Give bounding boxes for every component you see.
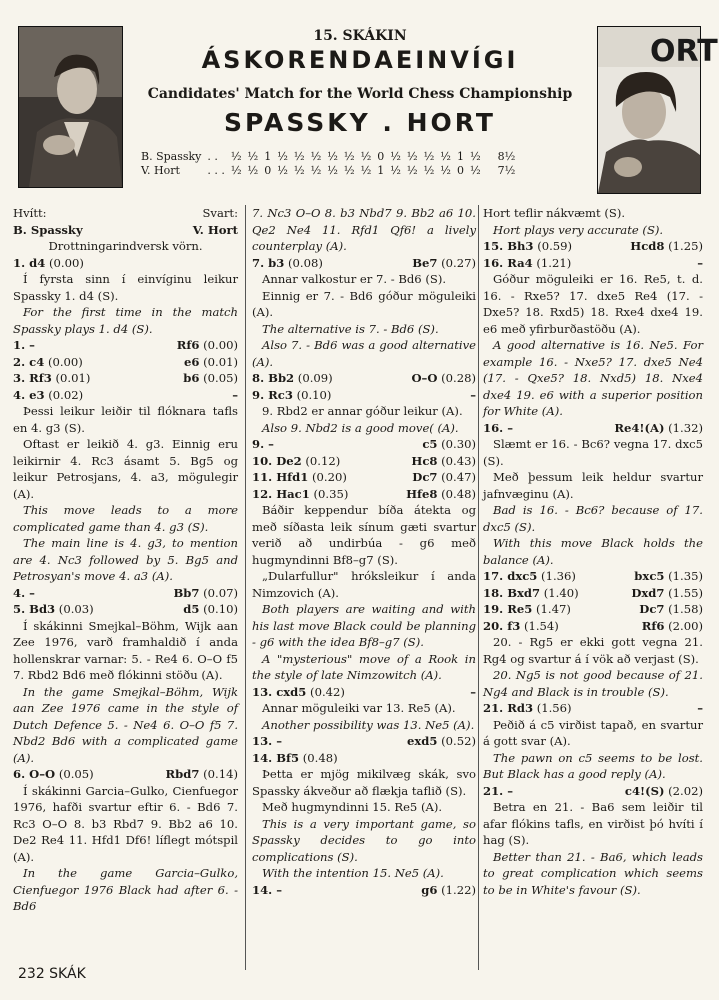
white-move: [252, 882, 282, 899]
black-move: [184, 354, 238, 371]
white-move: [13, 601, 94, 618]
move-time: (0.27): [437, 255, 476, 270]
move-text: Bb7: [173, 585, 200, 600]
black-move: [177, 337, 238, 354]
column-divider: [478, 205, 479, 970]
move-time: (1.25): [664, 239, 703, 253]
move-line: [483, 255, 703, 272]
black-move: [422, 436, 476, 453]
move-time: (0.03): [55, 602, 94, 616]
move-text: 20. f3: [483, 618, 521, 633]
move-text: 3. Rf3: [13, 371, 52, 385]
move-text: e6: [184, 354, 200, 369]
game-result: ½: [327, 164, 338, 177]
move-line: [13, 766, 238, 783]
move-time: (0.42): [306, 684, 345, 699]
move-text: 1. –: [13, 338, 35, 352]
white-move: [483, 618, 559, 635]
game-result: ½: [390, 150, 401, 163]
move-time: (0.28): [437, 371, 476, 385]
move-line: [483, 238, 703, 255]
move-time: (0.02): [44, 387, 84, 402]
move-text: 6. O–O: [13, 767, 56, 781]
move-text: exd5: [406, 734, 438, 748]
move-time: (1.32): [664, 420, 703, 435]
game-result: 1: [456, 150, 464, 163]
comment-english: This is a very important game, so Spassky decides to go into complications (S).: [252, 816, 476, 864]
white-move: [252, 733, 282, 750]
black-move: [406, 486, 476, 503]
move-text: 17. dxc5: [483, 569, 538, 583]
game-result: ½: [360, 164, 372, 177]
comment-english: Bad is 16. - Bc6? because of 17. dxc5 (S).: [483, 503, 703, 534]
leader-dots: . .: [207, 150, 218, 163]
black-move: [625, 783, 703, 800]
game-result: ½: [247, 150, 259, 163]
move-time: (0.59): [533, 239, 573, 253]
move-time: (1.40): [540, 585, 579, 600]
comment-icelandic: Í fyrsta sinn í einvíginu leikur Spassky 1. d4 (S).: [13, 272, 238, 303]
move-line: [483, 618, 703, 635]
move-time: (1.56): [533, 701, 572, 715]
move-line: [13, 255, 238, 272]
black-move: [183, 370, 238, 387]
game-result: ½: [440, 150, 451, 163]
game-result: 1: [264, 150, 272, 163]
move-text: Hcd8: [630, 239, 665, 253]
photo-hort: [597, 26, 718, 194]
comment-icelandic: Annar valkostur er 7. - Bd6 (S).: [262, 272, 447, 286]
move-text: b6: [183, 371, 200, 385]
score-row: [138, 164, 518, 178]
move-text: –: [470, 387, 476, 402]
comment-english: The pawn on c5 seems to be lost. But Black has a good reply (A).: [483, 750, 703, 781]
move-time: (2.02): [664, 783, 703, 798]
score-total: 7½: [497, 164, 516, 177]
move-text: 2. c4: [13, 354, 45, 369]
move-line: [252, 750, 476, 767]
move-line: [483, 585, 703, 602]
move-text: 14. Bf5: [252, 750, 300, 765]
comment-icelandic: Annar möguleiki var 13. Re5 (A).: [262, 701, 456, 715]
players-title: SPASSKY . HORT: [223, 108, 496, 137]
move-text: –: [470, 684, 476, 699]
black-move: [166, 766, 238, 783]
move-time: (0.43): [437, 453, 476, 468]
game-result: ½: [390, 164, 401, 177]
white-move: [483, 601, 571, 618]
move-time: (0.00): [44, 354, 83, 369]
move-text: Rbd7: [165, 767, 200, 781]
move-line: [13, 337, 238, 354]
move-time: (0.47): [437, 470, 476, 484]
comment-english: Better than 21. - Ba6, which leads to great complication which seems to be in White's favour (S).: [483, 849, 703, 897]
game-result: ½: [406, 150, 418, 163]
white-move: [252, 453, 340, 470]
game-result: ½: [277, 150, 288, 163]
white-move: [13, 354, 83, 371]
comment-english: The alternative is 7. - Bd6 (S).: [262, 321, 439, 336]
white-move: [13, 585, 35, 602]
move-time: (1.47): [532, 602, 571, 616]
game-result: ½: [310, 150, 322, 163]
move-line: [13, 387, 238, 404]
move-text: c4!(S): [624, 783, 665, 798]
move-text: O–O: [411, 371, 438, 385]
comment-english: For the first time in the match Spassky plays 1. d4 (S).: [13, 305, 238, 336]
move-text: Hc8: [411, 453, 438, 468]
white-move: [13, 337, 35, 354]
black-move: [630, 238, 703, 255]
player-name: V. Hort: [141, 164, 180, 177]
comment-icelandic: 20. - Rg5 er ekki gott vegna 21. Rg4 og svartur á í vök að verjast (S).: [483, 635, 703, 666]
move-time: (0.30): [437, 437, 476, 451]
move-text: Dc7: [639, 602, 665, 616]
move-time: (1.35): [664, 569, 703, 583]
move-line: [483, 601, 703, 618]
move-time: (2.00): [664, 618, 703, 633]
comment-english: Also 7. - Bd6 was a good alternative (A).: [252, 338, 476, 369]
move-time: (0.08): [284, 255, 323, 270]
black-move: [412, 469, 476, 486]
comment-icelandic: Með þessum leik heldur svartur jafnvæginu (A).: [483, 470, 703, 501]
move-line: [252, 486, 476, 503]
move-time: (0.05): [199, 371, 238, 385]
issue-title: 15. SKÁKIN: [313, 28, 407, 44]
score-total: 8½: [497, 150, 516, 163]
comment-icelandic: Betra en 21. - Ba6 sem leiðir til afar flókins tafls, en virðist þó hvíti í hag (S).: [483, 800, 703, 847]
move-line: [252, 255, 476, 272]
game-result: ½: [360, 150, 372, 163]
move-text: 16. Ra4: [483, 255, 533, 270]
move-text: 9. Rc3: [252, 387, 293, 402]
move-time: (0.07): [199, 585, 238, 600]
move-line: [483, 783, 703, 800]
move-time: (1.21): [532, 255, 572, 270]
move-text: –: [232, 387, 238, 402]
black-move: [470, 387, 476, 404]
move-text: Dc7: [412, 470, 438, 484]
move-text: Rf6: [176, 338, 200, 352]
title-english: Candidates' Match for the World Chess Championship: [147, 86, 573, 102]
comment-english: In the game Smejkal–Böhm, Wijk aan Zee 1976 came in the style of Dutch Defence 5. - Ne4 6. O–O f5 7. Nbd2 Bd6 with a complicated game (A).: [13, 684, 238, 765]
black-move: [470, 684, 476, 701]
move-line: [252, 684, 476, 701]
move-text: 7. b3: [252, 255, 285, 270]
column-1: [13, 205, 238, 915]
move-time: (0.00): [45, 255, 84, 270]
game-result: 0: [456, 164, 464, 177]
comment-icelandic: Góður möguleiki er 16. Re5, t. d. 16. - Rxe5? 17. dxe5 Re4 (17. - Dxe5? 18. Rxd5) 18. Rxe4 dxe4 19. e6 með yfirburðastöðu (A).: [483, 272, 703, 336]
black-move: [614, 420, 703, 437]
comment-english: 7. Nc3 O–O 8. b3 Nbd7 9. Bb2 a6 10. Qe2 Ne4 11. Rfd1 Qf6! a lively counterplay (A).: [252, 206, 476, 253]
white-move: [252, 486, 348, 503]
white-move: [252, 436, 274, 453]
game-result: ½: [469, 164, 481, 177]
move-time: (0.01): [51, 371, 91, 385]
black-label: V. Hort: [192, 222, 238, 237]
game-result: ½: [277, 164, 288, 177]
game-result: 0: [377, 150, 385, 163]
white-move: [483, 568, 576, 585]
move-line: [483, 700, 703, 717]
move-time: (0.52): [437, 734, 476, 748]
game-result: 0: [264, 164, 272, 177]
score-table: [138, 150, 518, 178]
black-move: [697, 255, 703, 272]
comment-english: Also 9. Nbd2 is a good move( (A).: [262, 420, 459, 435]
comment-english: This move leads to a more complicated game than 4. g3 (S).: [13, 503, 238, 534]
white-move: [483, 238, 572, 255]
comment-icelandic: Báðir keppendur bíða átekta og með síðasta leik sínum gæti svartur verið að undirbúa - g6 með hugmyndinni Bf8–g7 (S).: [252, 503, 476, 567]
white-move: [483, 700, 572, 717]
black-move: [697, 700, 703, 717]
black-move: [183, 601, 238, 618]
move-text: 13. cxd5: [252, 684, 307, 699]
move-line: [252, 453, 476, 470]
move-text: 18. Bxd7: [483, 585, 541, 600]
comment-icelandic: Í skákinni Smejkal–Böhm, Wijk aan Zee 1976, varð framhaldið í anda hollenskrar varnar: 5. - Re4 6. O–O f5 7. Rbd2 Bd6 með flókinni stöðu (A).: [13, 618, 238, 682]
move-text: Dxd7: [631, 585, 665, 600]
move-text: 9. –: [252, 437, 274, 451]
move-time: (0.09): [294, 371, 333, 385]
move-time: (0.48): [437, 486, 476, 501]
move-time: (0.20): [308, 470, 347, 484]
move-text: –: [697, 701, 703, 715]
opening-name: Drottningarindversk vörn.: [48, 239, 203, 253]
black-move: [407, 733, 476, 750]
black-move: [421, 882, 476, 899]
white-move: [252, 469, 347, 486]
white-label: B. Spassky: [13, 222, 83, 237]
move-time: (0.01): [199, 354, 238, 369]
move-text: d5: [183, 602, 200, 616]
score-row: [138, 150, 518, 164]
move-time: (1.58): [664, 602, 703, 616]
comment-icelandic: Einnig er 7. - Bd6 góður möguleiki (A).: [252, 288, 476, 319]
move-line: [483, 568, 703, 585]
white-move: [252, 387, 331, 404]
comment-icelandic: Slæmt er 16. - Bc6? vegna 17. dxc5 (S).: [483, 437, 703, 468]
comment-icelandic: 9. Rbd2 er annar góður leikur (A).: [262, 404, 463, 418]
move-text: bxc5: [634, 569, 665, 583]
move-text: Re4!(A): [614, 420, 665, 435]
comment-icelandic: Oftast er leikið 4. g3. Einnig eru leikirnir 4. Rc3 ásamt 5. Bg5 og leikur Petrosjans, 4. a3, mögulegir (A).: [13, 437, 238, 501]
move-time: (1.22): [437, 882, 476, 897]
move-line: [252, 469, 476, 486]
white-move: [252, 255, 323, 272]
game-result: ½: [343, 150, 355, 163]
white-move: [13, 370, 90, 387]
comment-icelandic: Peðið á c5 virðist tapað, en svartur á gott svar (A).: [483, 717, 703, 748]
move-time: (0.05): [55, 767, 94, 781]
comment-english: A "mysterious" move of a Rook in the style of late Nimzowitch (A).: [252, 651, 476, 682]
move-time: (0.12): [301, 453, 341, 468]
move-time: (0.35): [309, 486, 349, 501]
move-line: [13, 354, 238, 371]
move-text: 1. d4: [13, 255, 46, 270]
move-text: 10. De2: [252, 453, 302, 468]
move-time: (0.14): [199, 767, 238, 781]
black-move: [639, 601, 703, 618]
move-time: (1.54): [520, 618, 559, 633]
move-text: Be7: [412, 255, 438, 270]
game-result: ½: [247, 164, 259, 177]
move-text: 5. Bd3: [13, 602, 56, 616]
move-text: 14. –: [252, 882, 283, 897]
move-line: [252, 733, 476, 750]
move-text: 4. e3: [13, 387, 45, 402]
move-text: –: [697, 255, 703, 270]
white-move: [252, 684, 345, 701]
white-label: Hvítt:: [13, 206, 47, 220]
white-move: [13, 766, 94, 783]
comment-icelandic: Þetta er mjög mikilvæg skák, svo Spassky ákveður að flækja taflið (S).: [252, 767, 476, 798]
white-move: [252, 370, 333, 387]
photo-spassky: [18, 26, 123, 188]
black-move: [173, 585, 238, 602]
move-time: (1.55): [664, 585, 703, 600]
move-text: g6: [421, 882, 438, 897]
column-3: [483, 205, 703, 898]
move-text: 12. Hac1: [252, 486, 310, 501]
move-line: [13, 370, 238, 387]
white-move: [483, 255, 571, 272]
comment-icelandic: Þessi leikur leiðir til flóknara tafls en 4. g3 (S).: [13, 404, 238, 435]
white-move: [13, 255, 84, 272]
game-result: ½: [230, 150, 242, 163]
move-line: [252, 387, 476, 404]
comment-icelandic: Hort teflir nákvæmt (S).: [483, 206, 626, 220]
game-result: ½: [327, 150, 338, 163]
page-footer: 232 SKÁK: [18, 966, 86, 982]
comment-english: With this move Black holds the balance (A).: [483, 536, 703, 567]
game-result: 1: [377, 164, 385, 177]
column-divider: [245, 205, 246, 970]
white-move: [483, 420, 513, 437]
move-text: 21. Rd3: [483, 701, 534, 715]
svg-text:ORT: ORT: [650, 34, 718, 69]
move-text: 4. –: [13, 585, 35, 600]
title-icelandic: ÁSKORENDAEINVÍGI: [201, 46, 519, 74]
move-text: 15. Bh3: [483, 239, 534, 253]
move-line: [13, 585, 238, 602]
game-result: ½: [469, 150, 481, 163]
move-line: [252, 882, 476, 899]
game-result: ½: [423, 150, 435, 163]
black-move: [631, 585, 703, 602]
comment-english: A good alternative is 16. Ne5. For example 16. - Nxe5? 17. dxe5 Ne4 (17. - Qxe5? 18. Nxd5) 18. Nxe4 dxe4 19. e6 with a superior position for White (A).: [483, 338, 703, 418]
move-text: 19. Re5: [483, 602, 533, 616]
game-result: ½: [310, 164, 322, 177]
game-result: ½: [406, 164, 418, 177]
comment-english: 20. Ng5 is not good because of 21. Ng4 and Black is in trouble (S).: [483, 668, 703, 699]
move-text: 21. –: [483, 783, 514, 798]
move-text: 11. Hfd1: [252, 470, 309, 484]
comment-english: Hort plays very accurate (S).: [493, 222, 664, 237]
comment-english: The main line is 4. g3, to mention are 4. Nc3 followed by 5. Bg5 and Petrosyan's move 4. a3 (A).: [13, 536, 238, 583]
comment-english: Another possibility was 13. Ne5 (A).: [262, 717, 475, 732]
move-line: [252, 436, 476, 453]
move-time: (0.00): [199, 338, 238, 352]
game-result: ½: [293, 150, 305, 163]
black-move: [412, 255, 476, 272]
white-move: [252, 750, 338, 767]
game-result: ½: [230, 164, 242, 177]
move-text: c5: [422, 437, 438, 451]
black-move: [634, 568, 703, 585]
comment-icelandic: Í skákinni Garcia–Gulko, Cienfuegor 1976, hafði svartur eftir 6. - Bd6 7. Rc3 O–O 8. b3 Rbd7 9. Bb2 a6 10. De2 Re4 11. Hfd1 Df6! líflegt mótspil (A).: [13, 783, 238, 864]
move-time: (0.10): [199, 602, 238, 616]
move-text: Hfe8: [406, 486, 438, 501]
move-line: [13, 601, 238, 618]
player-name: B. Spassky: [141, 150, 202, 163]
game-result: ½: [293, 164, 305, 177]
white-move: [483, 783, 513, 800]
move-text: 13. –: [252, 734, 283, 748]
move-time: (0.48): [299, 750, 338, 765]
players-line: [13, 205, 238, 222]
black-move: [642, 618, 703, 635]
comment-english: In the game Garcia–Gulko, Cienfuegor 1976 Black had after 6. - Bd6: [13, 866, 238, 913]
move-time: (0.10): [292, 387, 332, 402]
game-result: ½: [440, 164, 451, 177]
comment-icelandic: Með hugmyndinni 15. Re5 (A).: [262, 800, 443, 814]
comment-english: Both players are waiting and with his last move Black could be planning - g6 with the idea Bf8–g7 (S).: [252, 602, 476, 649]
game-result: ½: [423, 164, 435, 177]
black-label: Svart:: [202, 206, 238, 220]
move-line: [252, 370, 476, 387]
black-move: [411, 453, 476, 470]
leader-dots: . . .: [207, 164, 225, 177]
move-text: 8. Bb2: [252, 371, 295, 385]
comment-english: With the intention 15. Ne5 (A).: [262, 866, 444, 880]
players-line: [13, 222, 238, 239]
comment-icelandic: „Dularfullur" hróksleikur í anda Nimzovich (A).: [252, 569, 476, 600]
game-result: ½: [343, 164, 355, 177]
white-move: [483, 585, 579, 602]
move-text: Rf6: [641, 618, 665, 633]
black-move: [411, 370, 476, 387]
black-move: [232, 387, 238, 404]
move-line: [483, 420, 703, 437]
move-text: 16. –: [483, 420, 514, 435]
column-2: [252, 205, 476, 898]
white-move: [13, 387, 83, 404]
move-time: (1.36): [537, 569, 576, 583]
